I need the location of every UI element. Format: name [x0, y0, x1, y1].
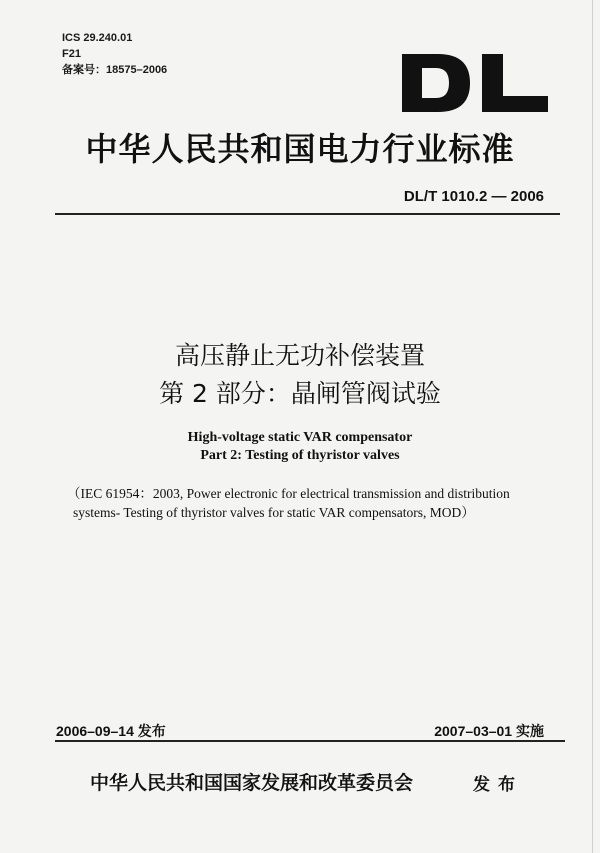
classification-block — [62, 30, 167, 78]
title-chinese-line2: 第 2 部分：晶闸管阀试验 — [159, 379, 441, 408]
title-english-line1: High-voltage static VAR compensator — [187, 430, 413, 445]
title-english-line2: Part 2: Testing of thyristor valves — [200, 448, 400, 463]
dl-logo-graphic — [400, 52, 550, 114]
implementation-date: 2007–03–01 实施 — [434, 723, 544, 739]
ics-code: ICS 29.240.01 — [62, 32, 133, 44]
issuing-body-title: 中华人民共和国电力行业标准 — [85, 130, 515, 168]
scan-edge-line — [592, 0, 593, 853]
iec-equivalence-line2: systems- Testing of thyristor valves for static VAR compensators, MOD） — [73, 505, 475, 520]
standard-number: DL/T 1010.2 — 2006 — [403, 188, 544, 205]
header-divider — [55, 213, 560, 215]
ccs-code: F21 — [62, 48, 81, 60]
issue-label: 发布 — [473, 775, 523, 795]
issuer-name: 中华人民共和国国家发展和改革委员会 — [90, 772, 414, 794]
footer-divider — [55, 740, 565, 742]
publication-date: 2006–09–14 发布 — [56, 723, 166, 739]
filing-number: 备案号：18575–2006 — [62, 64, 168, 76]
iec-equivalence-line1: （IEC 61954：2003, Power electronic for electrical transmission and distribution — [67, 486, 510, 501]
title-chinese-line1: 高压静止无功补偿装置 — [174, 341, 425, 370]
dl-logo — [400, 52, 550, 114]
iec-equivalence-note — [67, 484, 547, 522]
